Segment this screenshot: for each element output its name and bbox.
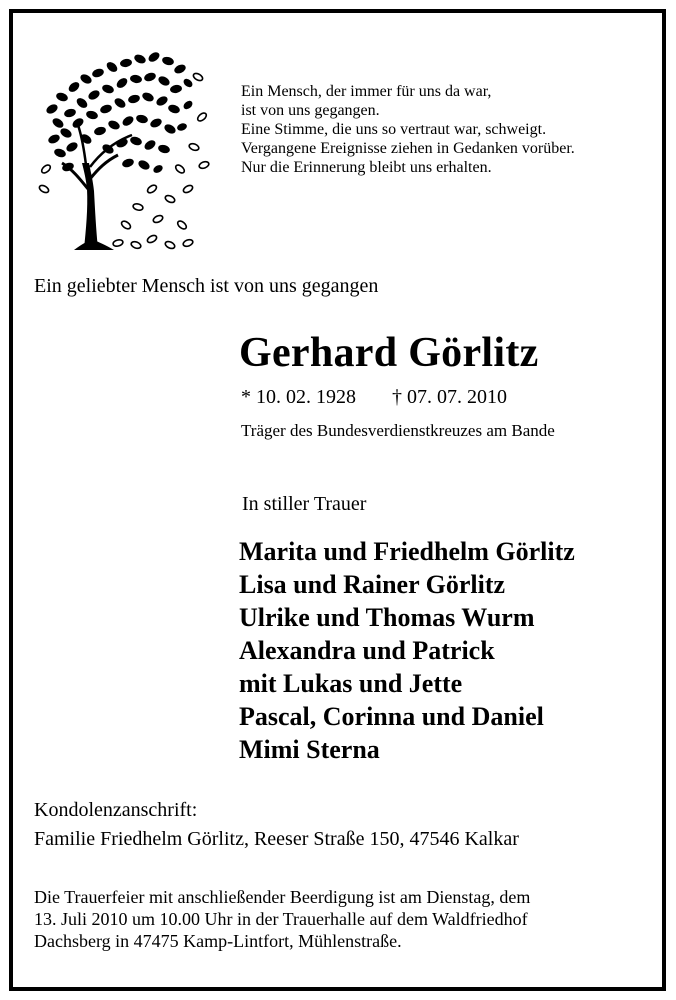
mourning-label: In stiller Trauer	[242, 493, 367, 515]
family-member: Alexandra und Patrick	[239, 636, 495, 665]
family-member: Lisa und Rainer Görlitz	[239, 570, 506, 599]
poem-line: Nur die Erinnerung bleibt uns erhalten.	[241, 159, 492, 176]
poem-line: ist von uns gegangen.	[241, 102, 380, 119]
poem-line: Vergangene Ereignisse ziehen in Gedanken vorüber.	[241, 140, 575, 157]
life-dates	[241, 386, 507, 409]
condolence-address: Familie Friedhelm Görlitz, Reeser Straße 150, 47546 Kalkar	[34, 828, 519, 850]
poem-line: Ein Mensch, der immer für uns da war,	[241, 83, 492, 100]
death-date: † 07. 07. 2010	[392, 386, 507, 408]
poem	[241, 82, 575, 177]
poem-line: Eine Stimme, die uns so vertraut war, schweigt.	[241, 121, 547, 138]
funeral-line: Die Trauerfeier mit anschließender Beerdigung ist am Dienstag, dem	[34, 887, 531, 907]
family-member: Marita und Friedhelm Görlitz	[239, 537, 575, 566]
family-member: Pascal, Corinna und Daniel	[239, 702, 544, 731]
family-member: Ulrike und Thomas Wurm	[239, 603, 535, 632]
tree-icon	[32, 39, 212, 251]
family-member: mit Lukas und Jette	[239, 669, 463, 698]
funeral-notice	[34, 886, 530, 952]
obituary-frame	[9, 9, 666, 991]
honor-line: Träger des Bundesverdienstkreuzes am Bande	[241, 421, 555, 440]
intro-line: Ein geliebter Mensch ist von uns gegangen	[34, 275, 379, 297]
funeral-line: 13. Juli 2010 um 10.00 Uhr in der Trauerhalle auf dem Waldfriedhof	[34, 909, 528, 929]
birth-date: * 10. 02. 1928	[241, 386, 356, 408]
family-member: Mimi Sterna	[239, 735, 380, 764]
condolence-label: Kondolenzanschrift:	[34, 799, 198, 821]
family-list	[239, 535, 575, 766]
deceased-name: Gerhard Görlitz	[239, 330, 539, 376]
funeral-line: Dachsberg in 47475 Kamp-Lintfort, Mühlenstraße.	[34, 931, 402, 951]
